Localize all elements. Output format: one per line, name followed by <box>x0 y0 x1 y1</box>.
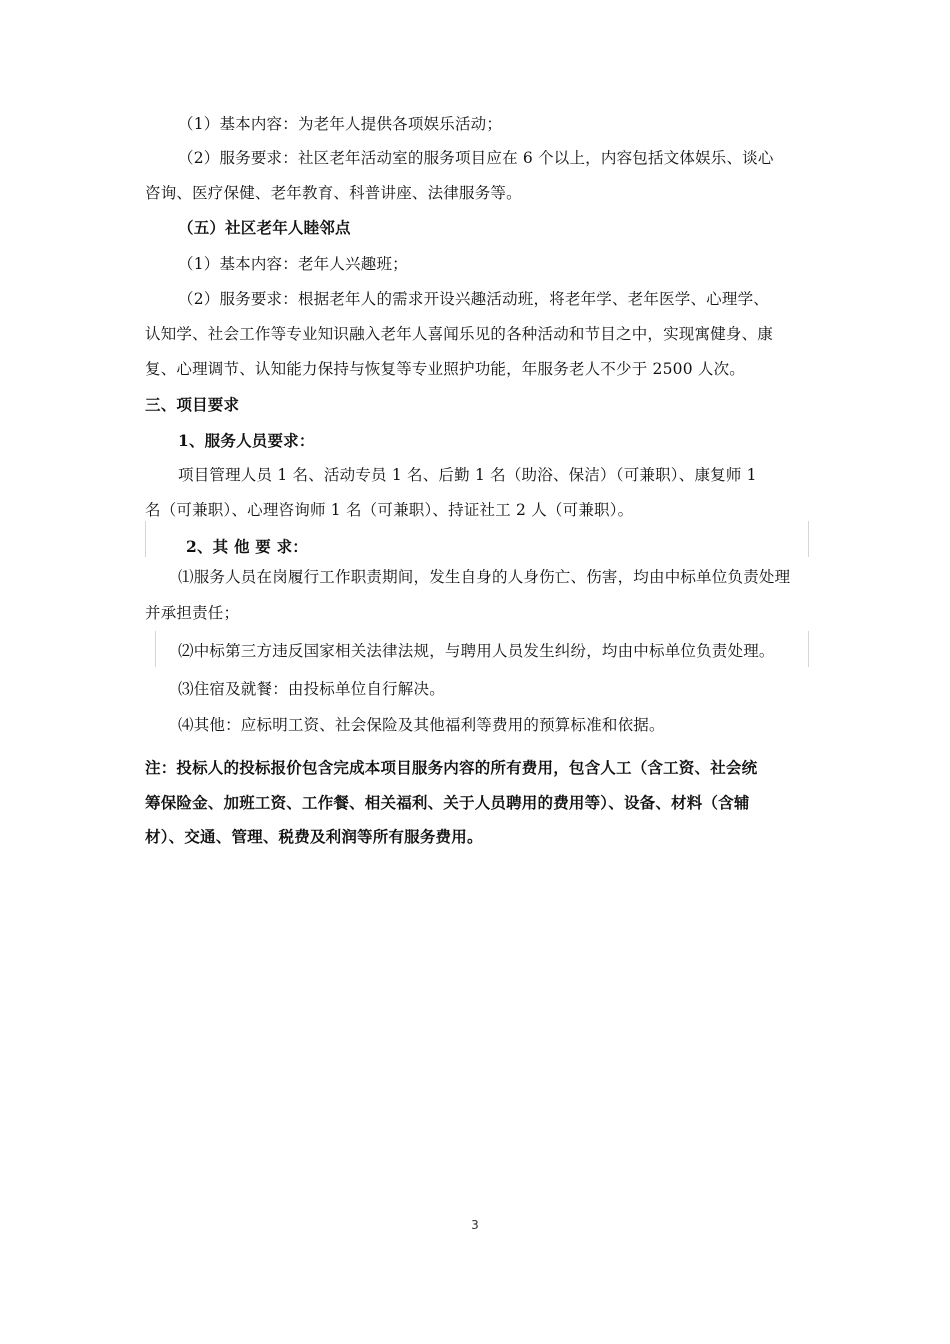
subsection-heading: 2、其 他 要 求： <box>186 537 308 556</box>
paragraph-line: ⑶住宿及就餐：由投标单位自行解决。 <box>178 680 445 698</box>
table-border-left <box>145 521 146 557</box>
paragraph-line: ⑷其他：应标明工资、社会保险及其他福利等费用的预算标准和依据。 <box>178 716 665 734</box>
paragraph-line: （2）服务要求：社区老年活动室的服务项目应在 6 个以上，内容包括文体娱乐、谈心 <box>178 149 774 167</box>
paragraph-line: 并承担责任； <box>145 604 240 622</box>
paragraph-line: ⑴服务人员在岗履行工作职责期间，发生自身的人身伤亡、伤害，均由中标单位负责处理 <box>178 568 791 586</box>
table-border-left <box>155 631 156 667</box>
paragraph-line: 认知学、社会工作等专业知识融入老年人喜闻乐见的各种活动和节目之中，实现寓健身、康 <box>145 325 774 343</box>
table-border-right <box>808 631 809 667</box>
section-heading: （五）社区老年人睦邻点 <box>178 218 351 237</box>
subsection-heading: 1、服务人员要求： <box>178 431 315 450</box>
section-heading: 三、项目要求 <box>145 395 240 414</box>
paragraph-line: （2）服务要求：根据老年人的需求开设兴趣活动班，将老年学、老年医学、心理学、 <box>178 290 769 308</box>
paragraph-line: 项目管理人员 1 名、活动专员 1 名、后勤 1 名（助浴、保洁）（可兼职）、康复师 1 <box>178 466 757 484</box>
page-number: 3 <box>471 1218 479 1232</box>
paragraph-line: 咨询、医疗保健、老年教育、科普讲座、法律服务等。 <box>145 184 522 202</box>
paragraph-line: ⑵中标第三方违反国家相关法律法规，与聘用人员发生纠纷，均由中标单位负责处理。 <box>178 642 775 660</box>
note-line: 注：投标人的投标报价包含完成本项目服务内容的所有费用，包含人工（含工资、社会统 <box>145 758 758 777</box>
paragraph-line: 复、心理调节、认知能力保持与恢复等专业照护功能，年服务老人不少于 2500 人次。 <box>145 360 746 378</box>
paragraph-line: 名（可兼职）、心理咨询师 1 名（可兼职）、持证社工 2 人（可兼职）。 <box>145 501 634 519</box>
table-border-right <box>808 521 809 557</box>
paragraph-line: （1）基本内容：为老年人提供各项娱乐活动； <box>178 115 503 133</box>
paragraph-line: （1）基本内容：老年人兴趣班； <box>178 255 408 273</box>
note-line: 材）、交通、管理、税费及利润等所有服务费用。 <box>145 827 483 846</box>
note-line: 筹保险金、加班工资、工作餐、相关福利、关于人员聘用的费用等）、设备、材料（含辅 <box>145 793 750 812</box>
